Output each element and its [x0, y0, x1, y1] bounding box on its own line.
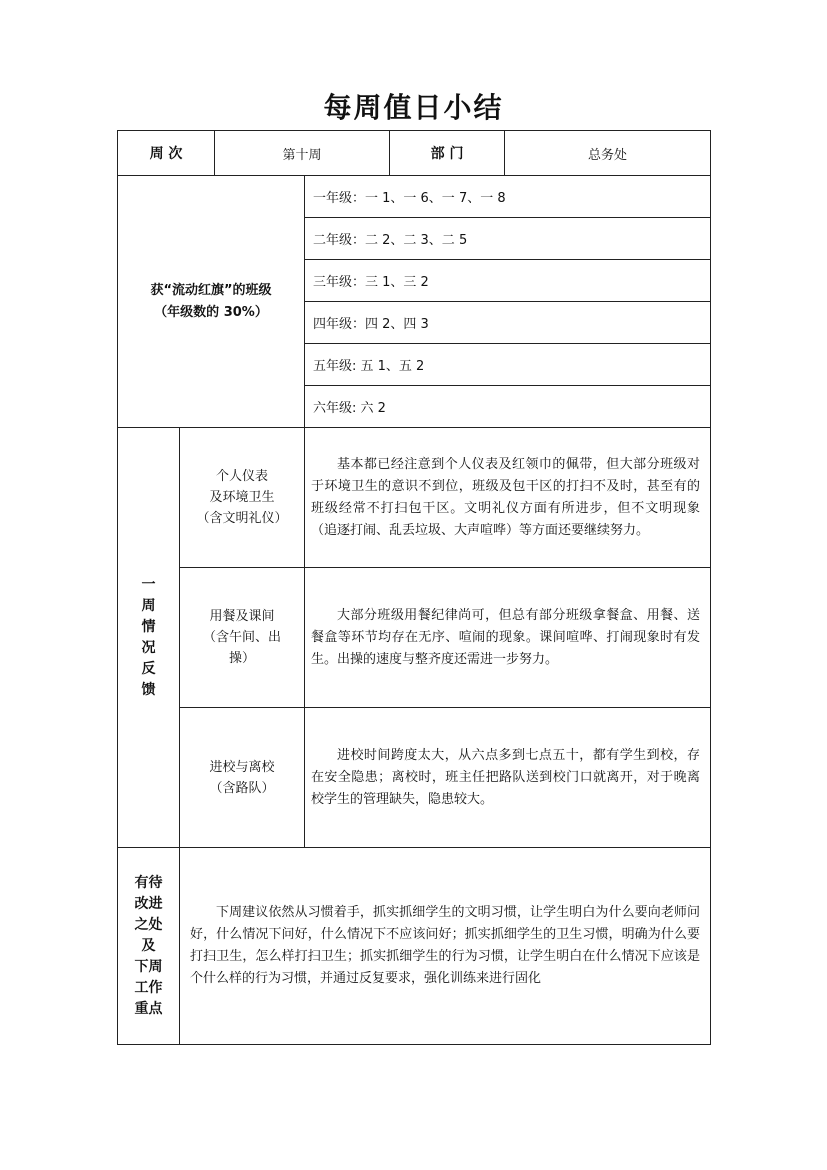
feedback-title-arrival: 进校与离校 （含路队）: [180, 708, 305, 848]
red-flag-label-line2: （年级数的 30%）: [154, 304, 268, 320]
grade-4-classes: 四年级：四 2、四 3: [305, 302, 711, 344]
grade-3-classes: 三年级：三 1、三 2: [305, 260, 711, 302]
header-row: [118, 131, 711, 176]
feedback-row: [118, 568, 711, 708]
feedback-text-arrival: 进校时间跨度太大，从六点多到七点五十，都有学生到校，存在安全隐患；离校时，班主任把路队送到校门口就离开，对于晚离校学生的管理缺失，隐患较大。: [305, 708, 711, 848]
feedback-row: [118, 708, 711, 848]
grade-5-classes: 五年级: 五 1、五 2: [305, 344, 711, 386]
feedback-section-label: 一 周 情 况 反 馈: [118, 428, 180, 848]
grade-row: [118, 176, 711, 218]
improve-label: 有待 改进 之处 及 下周 工作 重点: [118, 848, 180, 1045]
feedback-title-meals: 用餐及课间 （含午间、出 操）: [180, 568, 305, 708]
summary-table: [117, 130, 711, 1045]
improve-text: 下周建议依然从习惯着手，抓实抓细学生的文明习惯，让学生明白为什么要向老师问好，什么情况下问好，什么情况下不应该问好；抓实抓细学生的卫生习惯，明确为什么要打扫卫生，怎么样打扫卫生；抓实抓细学生的行为习惯，让学生明白在什么情况下应该是个什么样的行为习惯，并通过反复要求，强化训练来进行固化: [180, 848, 711, 1045]
page-title: 每周值日小结: [323, 91, 504, 124]
improve-row: [118, 848, 711, 1045]
dept-value: 总务处: [505, 131, 711, 176]
feedback-text-appearance: 基本都已经注意到个人仪表及红领巾的佩带，但大部分班级对于环境卫生的意识不到位，班级及包干区的打扫不及时，甚至有的班级经常不打扫包干区。文明礼仪方面有所进步，但不文明现象（追逐打闹、乱丢垃圾、大声喧哗）等方面还要继续努力。: [305, 428, 711, 568]
week-label: 周 次: [118, 131, 215, 176]
grade-2-classes: 二年级：二 2、二 3、二 5: [305, 218, 711, 260]
feedback-text-meals: 大部分班级用餐纪律尚可，但总有部分班级拿餐盒、用餐、送餐盒等环节均存在无序、喧闹的现象。课间喧哗、打闹现象时有发生。出操的速度与整齐度还需进一步努力。: [305, 568, 711, 708]
red-flag-label-line1: 获“流动红旗”的班级: [150, 282, 272, 298]
grade-1-classes: 一年级：一 1、一 6、一 7、一 8: [305, 176, 711, 218]
feedback-title-appearance: 个人仪表 及环境卫生 （含文明礼仪）: [180, 428, 305, 568]
dept-label: 部 门: [390, 131, 505, 176]
red-flag-label: [118, 176, 305, 428]
week-value: 第十周: [215, 131, 390, 176]
grade-6-classes: 六年级: 六 2: [305, 386, 711, 428]
feedback-row: [118, 428, 711, 568]
